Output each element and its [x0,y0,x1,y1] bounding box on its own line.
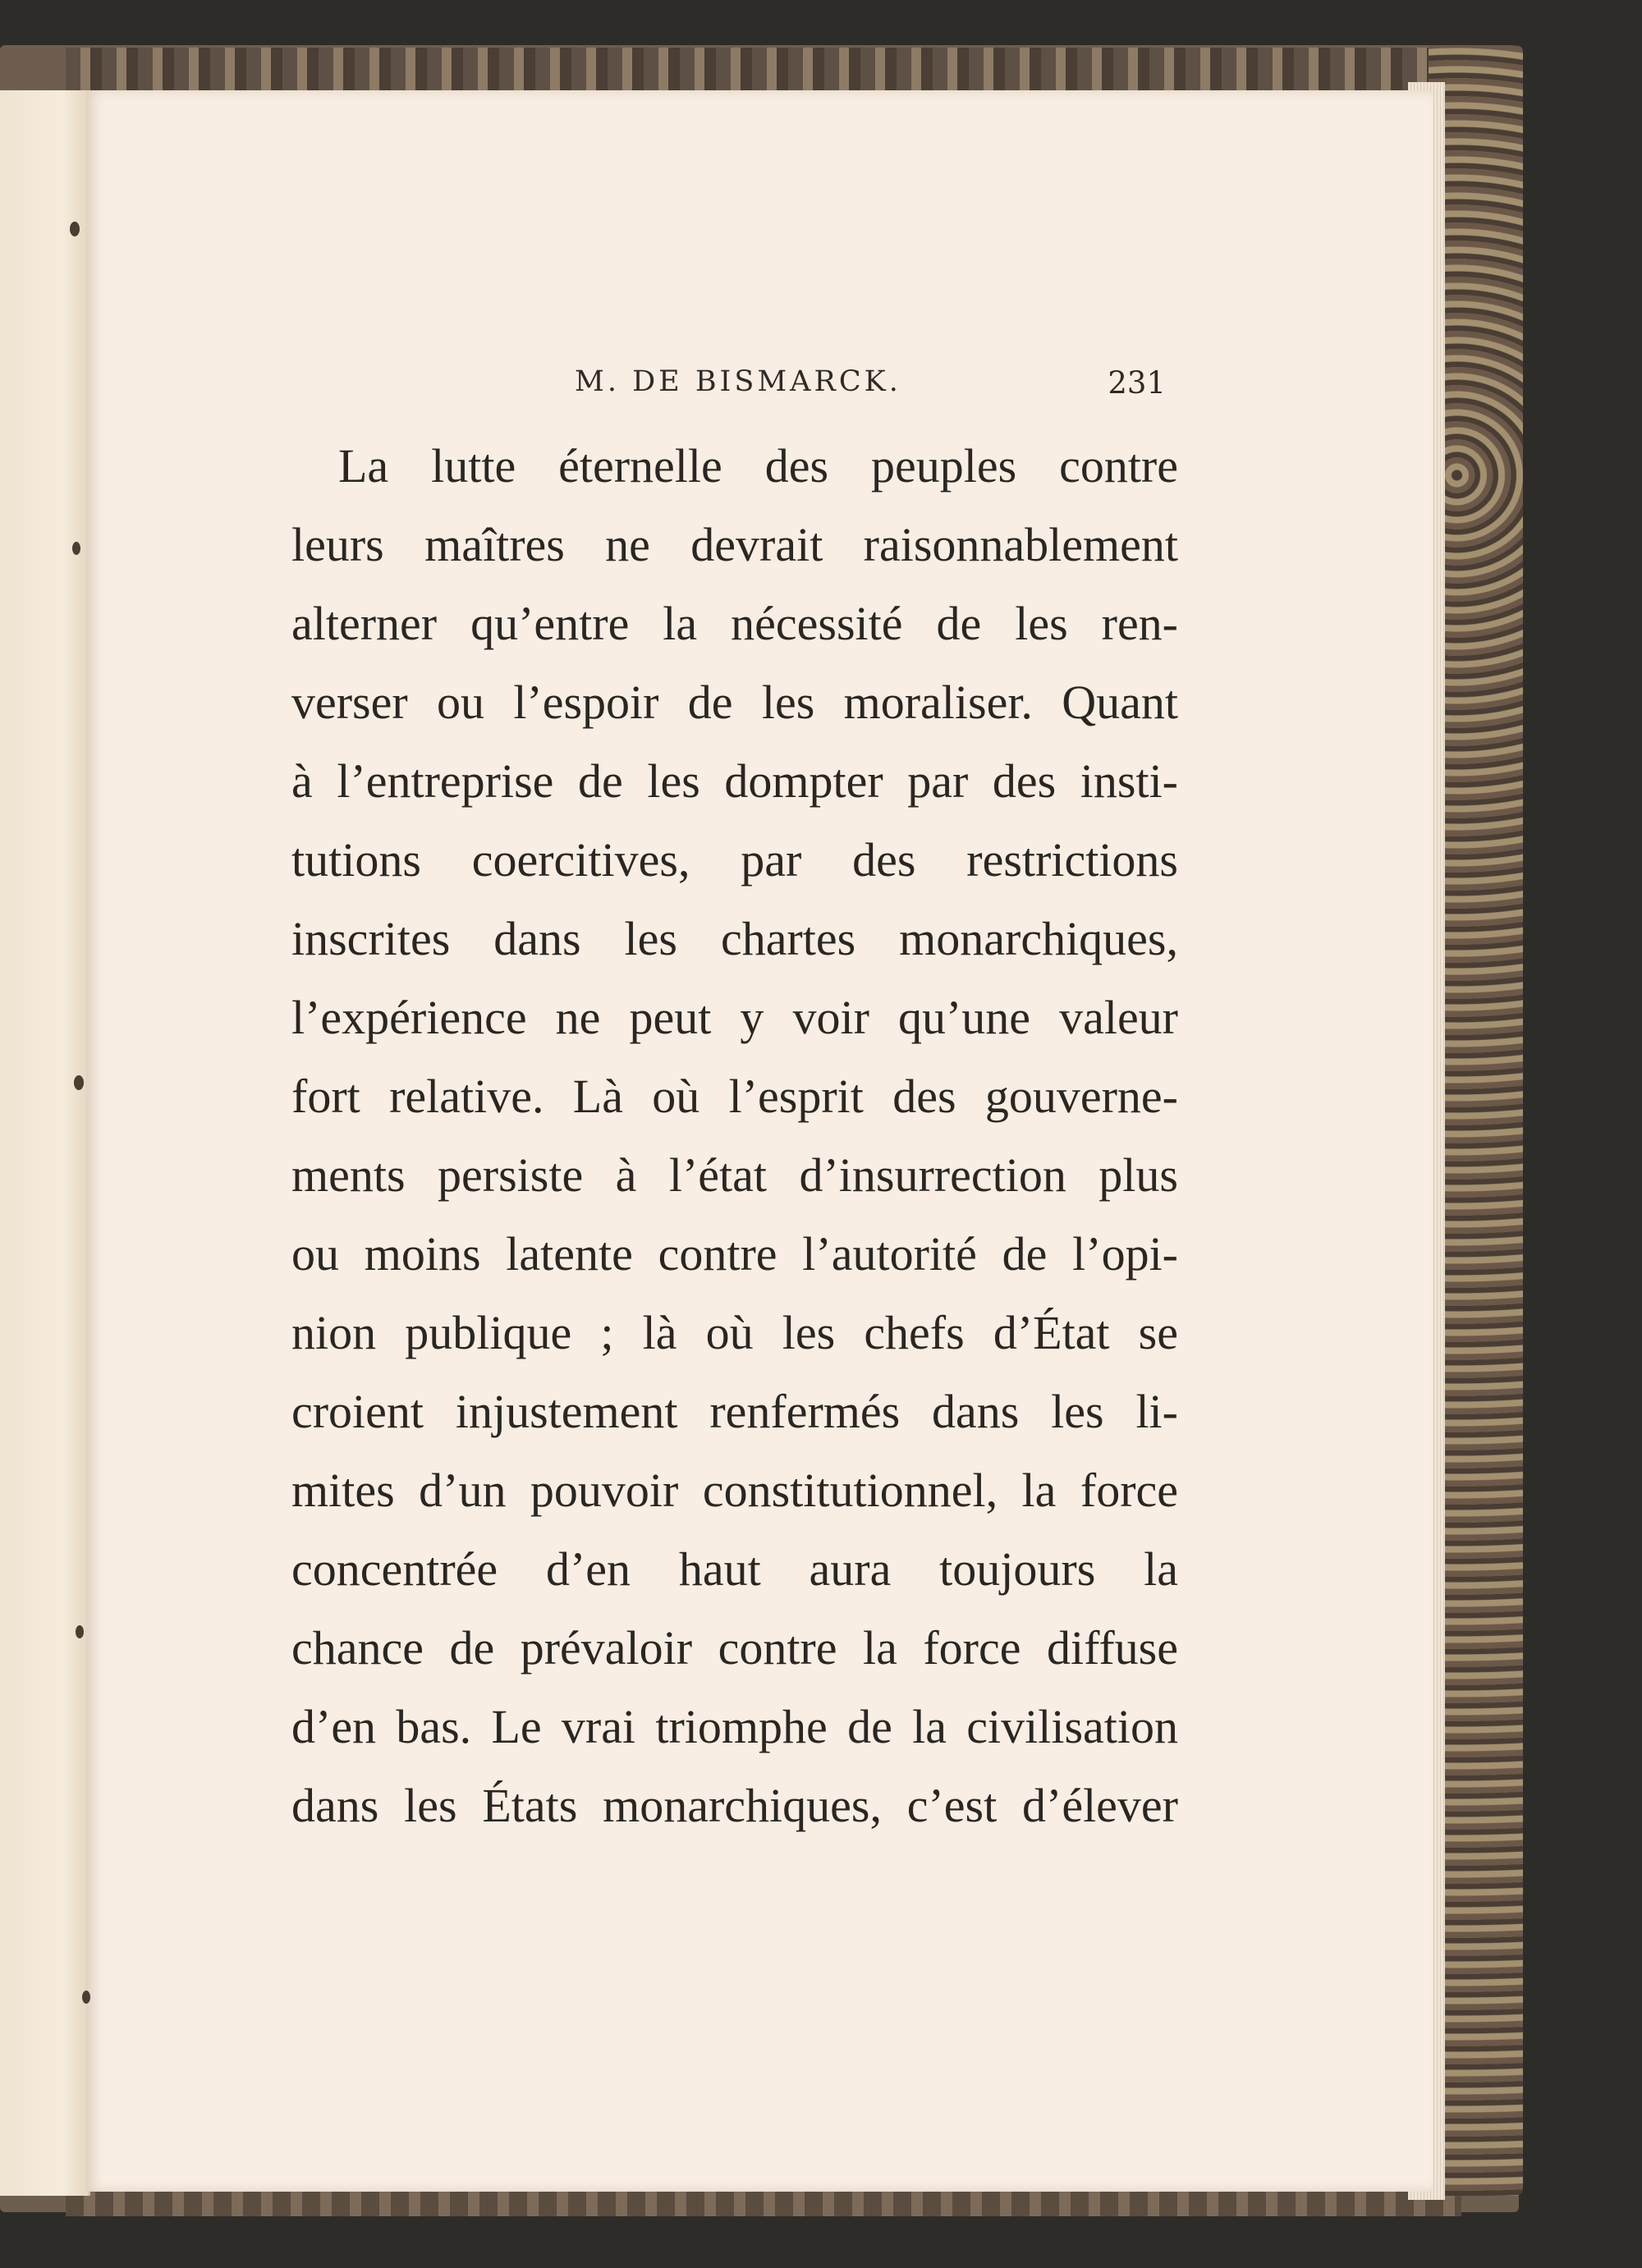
text-line: verser ou l’espoir de les moraliser. Quant [291,676,1178,729]
text-line: ou moins latente contre l’autorité de l’opi- [291,1227,1178,1281]
cover-top-edge [66,48,1461,97]
text-line: mites d’un pouvoir constitutionnel, la force [291,1464,1178,1517]
text-line: La lutte éternelle des peuples contre [338,439,1178,493]
text-line: tutions coercitives, par des restrictions [291,833,1178,887]
body-text [291,427,1178,1845]
text-line: ments persiste à l’état d’insurrection plus [291,1148,1178,1202]
text-line: l’expérience ne peut y voir qu’une valeur [291,991,1178,1044]
text-line: d’en bas. Le vrai triomphe de la civilisation [291,1700,1178,1753]
text-line: concentrée d’en haut aura toujours la [291,1542,1178,1596]
page-number: 231 [1108,365,1166,401]
binding-hole [70,222,80,236]
text-line: à l’entreprise de les dompter par des insti- [291,754,1178,808]
facing-page-strip [0,90,90,2196]
running-head: M. DE BISMARCK. [575,365,901,398]
text-line: dans les États monarchiques, c’est d’élever [291,1779,1178,1832]
binding-hole [82,1991,90,2004]
text-line: fort relative. Là où l’esprit des gouverne- [291,1070,1178,1123]
binding-hole [72,542,80,555]
binding-hole [76,1625,84,1638]
binding-hole [74,1075,84,1090]
text-line: leurs maîtres ne devrait raisonnablement [291,518,1178,571]
text-line: croient injustement renfermés dans les li- [291,1385,1178,1438]
page-header [205,365,1166,415]
text-line: alterner qu’entre la nécessité de les ren- [291,597,1178,650]
text-line: inscrites dans les chartes monarchiques, [291,912,1178,965]
text-line: chance de prévaloir contre la force diffuse [291,1621,1178,1675]
text-line: nion publique ; là où les chefs d’État se [291,1306,1178,1359]
